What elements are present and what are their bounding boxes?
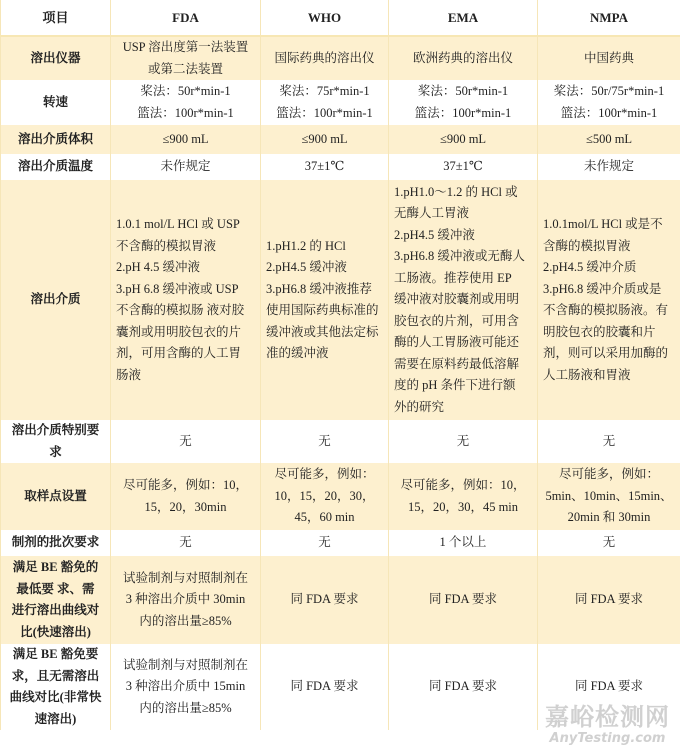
table-cell: [111, 420, 261, 463]
table-cell: [389, 154, 538, 180]
cell-line: 剂，可用含酶的人工胃: [116, 346, 242, 360]
cell-line: 尽可能多，例如：10，: [122, 478, 248, 492]
row-header: [1, 80, 111, 125]
cell-line: 无: [318, 535, 331, 550]
row-header: [1, 530, 111, 556]
table-cell: [111, 556, 261, 644]
row-header: [1, 125, 111, 154]
cell-line: 同 FDA 要求: [290, 592, 359, 607]
table-cell: [389, 420, 538, 463]
cell-line: 使用国际药典标准的: [266, 303, 379, 317]
cell-line: 37±1℃: [304, 159, 345, 174]
row-header-line: 转速: [42, 94, 68, 109]
cell-line: 45，60 min: [294, 510, 355, 525]
cell-line: 尽可能多，例如：10，: [400, 478, 526, 492]
cell-line: 无: [318, 433, 331, 448]
table-cell: [389, 556, 538, 644]
table-cell: [389, 530, 538, 556]
cell-line: 1.pH1.2 的 HCl: [266, 238, 346, 253]
cell-line: 需要在原料药最低溶解: [394, 356, 520, 371]
cell-line: 肠液: [116, 367, 142, 382]
cell-line: 3.pH6.8 缓冲液或无酶人: [394, 249, 525, 264]
table-row: [1, 556, 680, 644]
table-cell: [111, 530, 261, 556]
table-cell: [111, 463, 261, 530]
row-header-line: 满足 BE 豁免的: [12, 560, 99, 574]
row-header: [1, 36, 111, 80]
cell-line: 欧洲药典的溶出仪: [412, 50, 513, 65]
row-header-line: 进行溶出曲线对: [11, 603, 100, 617]
table-cell: [261, 80, 389, 125]
cell-line: 或第二法装置: [147, 61, 223, 76]
table-row: [1, 180, 680, 420]
table-row: [1, 154, 680, 180]
cell-line: 准的缓冲液: [266, 346, 329, 360]
row-header-line: 溶出介质特别要: [11, 423, 100, 437]
cell-line: 无: [179, 535, 192, 550]
cell-line: 篮法：100r*min-1: [414, 105, 512, 120]
cell-line: 2.pH4.5 缓冲液: [394, 227, 475, 242]
table-cell: [538, 154, 680, 180]
table-cell: [389, 180, 538, 420]
row-header-line: 取样点设置: [24, 488, 87, 503]
table-row: [1, 36, 680, 80]
cell-line: 20min 和 30min: [567, 510, 651, 525]
cell-line: 工肠液。推荐使用 EP: [394, 270, 512, 285]
cell-line: 同 FDA 要求: [428, 679, 498, 694]
cell-line: ≤900 mL: [301, 131, 348, 146]
cell-line: 1.0.1mol/L HCl 或是不: [543, 217, 663, 231]
cell-line: 含酶的模拟胃液: [543, 238, 631, 253]
row-header-line: 比(快速溶出): [20, 624, 91, 639]
table-cell: [538, 36, 680, 80]
table-cell: [261, 644, 389, 730]
cell-line: 不含酶的模拟肠液。有: [543, 303, 669, 317]
table-cell: [389, 125, 538, 154]
table-cell: [261, 180, 389, 420]
table-row: [1, 420, 680, 463]
cell-line: 无: [602, 433, 616, 448]
cell-line: USP 溶出度第一法装置: [122, 40, 249, 54]
table-cell: [111, 36, 261, 80]
table-cell: [261, 420, 389, 463]
cell-line: 酶的人工胃肠液可能还: [394, 335, 520, 350]
cell-line: 2.pH 4.5 缓冲液: [116, 260, 201, 274]
column-header: NMPA: [538, 0, 680, 36]
table-cell: [538, 644, 680, 730]
cell-line: 囊剂或用明胶包衣的片: [116, 324, 242, 339]
cell-line: 尽可能多，例如：: [558, 467, 659, 482]
cell-line: ≤900 mL: [162, 131, 209, 146]
table-cell: [261, 36, 389, 80]
row-header: [1, 180, 111, 420]
cell-line: 无: [456, 433, 470, 448]
row-header: [1, 644, 111, 730]
table-cell: [538, 80, 680, 125]
row-header-line: 溶出介质: [30, 292, 81, 307]
table-row: [1, 80, 680, 125]
cell-line: 缓冲液或其他法定标: [266, 324, 379, 339]
table-cell: [111, 180, 261, 420]
table-row: [1, 125, 680, 154]
cell-line: 桨法：50r/75r*min-1: [553, 84, 665, 98]
column-header: FDA: [111, 0, 261, 36]
cell-line: 篮法：100r*min-1: [137, 105, 234, 120]
column-header: WHO: [261, 0, 389, 36]
table-cell: [111, 154, 261, 180]
cell-line: 缓冲液对胶囊剂或用明: [394, 292, 520, 307]
table-cell: [538, 420, 680, 463]
table-cell: [538, 180, 680, 420]
row-header-line: 溶出介质体积: [17, 131, 93, 146]
cell-line: 剂，则可以采用加酶的: [543, 346, 669, 360]
cell-line: 3.pH 6.8 缓冲液或 USP: [116, 281, 239, 296]
cell-line: 3.pH6.8 缓冲介质或是: [543, 281, 662, 296]
cell-line: 2.pH4.5 缓冲液: [266, 260, 347, 274]
table-cell: [538, 556, 680, 644]
cell-line: 试验制剂与对照制剂在: [122, 657, 248, 672]
cell-line: 外的研究: [394, 399, 445, 414]
table-cell: [538, 463, 680, 530]
cell-line: 1 个以上: [439, 535, 487, 550]
row-header: [1, 556, 111, 644]
cell-line: 无酶人工胃液: [394, 206, 470, 221]
row-header-line: 溶出介质温度: [17, 159, 93, 174]
cell-line: 2.pH4.5 缓冲介质: [543, 260, 637, 274]
cell-line: 10，15，20，30，: [274, 488, 375, 503]
cell-line: 3 种溶出介质中 30min: [125, 592, 246, 607]
table-row: [1, 530, 680, 556]
row-header-line: 最低要 求、需: [16, 581, 95, 596]
table-cell: [538, 530, 680, 556]
cell-line: 同 FDA 要求: [574, 679, 644, 694]
watermark-cn: 嘉峪检测网: [545, 703, 670, 731]
row-header: [1, 463, 111, 530]
row-header-line: 曲线对比(非常快: [9, 690, 102, 704]
cell-line: 3.pH6.8 缓冲液推荐: [266, 281, 372, 296]
cell-line: 桨法：50r*min-1: [140, 84, 231, 98]
row-header: [1, 420, 111, 463]
cell-line: 中国药典: [583, 50, 634, 65]
table-cell: [111, 644, 261, 730]
cell-line: 桨法：50r*min-1: [417, 84, 509, 98]
cell-line: 试验制剂与对照制剂在: [122, 570, 248, 585]
watermark-en: AnyTesting.com: [549, 731, 666, 746]
cell-line: 1.pH1.0～1.2 的 HCl 或: [394, 184, 518, 199]
cell-line: 1.0.1 mol/L HCl 或 USP: [116, 217, 240, 231]
table-cell: [261, 125, 389, 154]
table-cell: [111, 125, 261, 154]
row-header-line: 制剂的批次要求: [11, 535, 100, 550]
row-header-line: 求: [49, 444, 62, 459]
cell-line: 无: [602, 535, 616, 550]
cell-line: 未作规定: [583, 159, 634, 174]
table-cell: [261, 530, 389, 556]
table-cell: [538, 125, 680, 154]
cell-line: 度的 pH 条件下进行额: [394, 378, 516, 393]
row-header-line: 求，且无需溶出: [11, 668, 100, 683]
table-cell: [111, 80, 261, 125]
table-cell: [389, 80, 538, 125]
row-header-line: 满足 BE 豁免要: [12, 647, 99, 661]
cell-line: ≤900 mL: [439, 131, 487, 146]
cell-line: 5min、10min、15min、: [545, 488, 673, 503]
cell-line: 篮法：100r*min-1: [276, 105, 373, 120]
table-cell: [389, 463, 538, 530]
column-header: 项目: [1, 0, 111, 36]
column-header: EMA: [389, 0, 538, 36]
cell-line: 未作规定: [160, 159, 211, 174]
table-row: [1, 463, 680, 530]
cell-line: 同 FDA 要求: [428, 592, 498, 607]
cell-line: 人工肠液和胃液: [543, 367, 631, 382]
cell-line: 3 种溶出介质中 15min: [125, 679, 246, 694]
cell-line: 无: [179, 433, 192, 448]
table-cell: [389, 36, 538, 80]
cell-line: 不含酶的模拟胃液: [116, 238, 217, 253]
header-row: [1, 0, 680, 36]
cell-line: 同 FDA 要求: [574, 592, 644, 607]
cell-line: 15，20，30min: [144, 499, 227, 514]
cell-line: ≤500 mL: [585, 131, 633, 146]
table-cell: [389, 644, 538, 730]
cell-line: 37±1℃: [443, 159, 483, 174]
table-cell: [261, 463, 389, 530]
table-cell: [261, 556, 389, 644]
cell-line: 桨法：75r*min-1: [279, 84, 370, 98]
cell-line: 胶包衣的片剂，可用含: [394, 313, 520, 328]
cell-line: 篮法：100r*min-1: [560, 105, 658, 120]
table-cell: [261, 154, 389, 180]
table-row: [1, 644, 680, 730]
cell-line: 内的溶出量≥85%: [139, 613, 232, 628]
cell-line: 同 FDA 要求: [290, 679, 359, 694]
cell-line: 不含酶的模拟肠 液对胶: [116, 303, 245, 317]
cell-line: 明胶包衣的胶囊和片: [543, 324, 656, 339]
cell-line: 内的溶出量≥85%: [139, 700, 232, 715]
row-header: [1, 154, 111, 180]
cell-line: 15，20，30，45 min: [407, 499, 519, 514]
row-header-line: 速溶出): [34, 711, 77, 726]
cell-line: 国际药典的溶出仪: [274, 50, 375, 65]
cell-line: 尽可能多，例如：: [274, 467, 375, 482]
row-header-line: 溶出仪器: [30, 50, 81, 65]
